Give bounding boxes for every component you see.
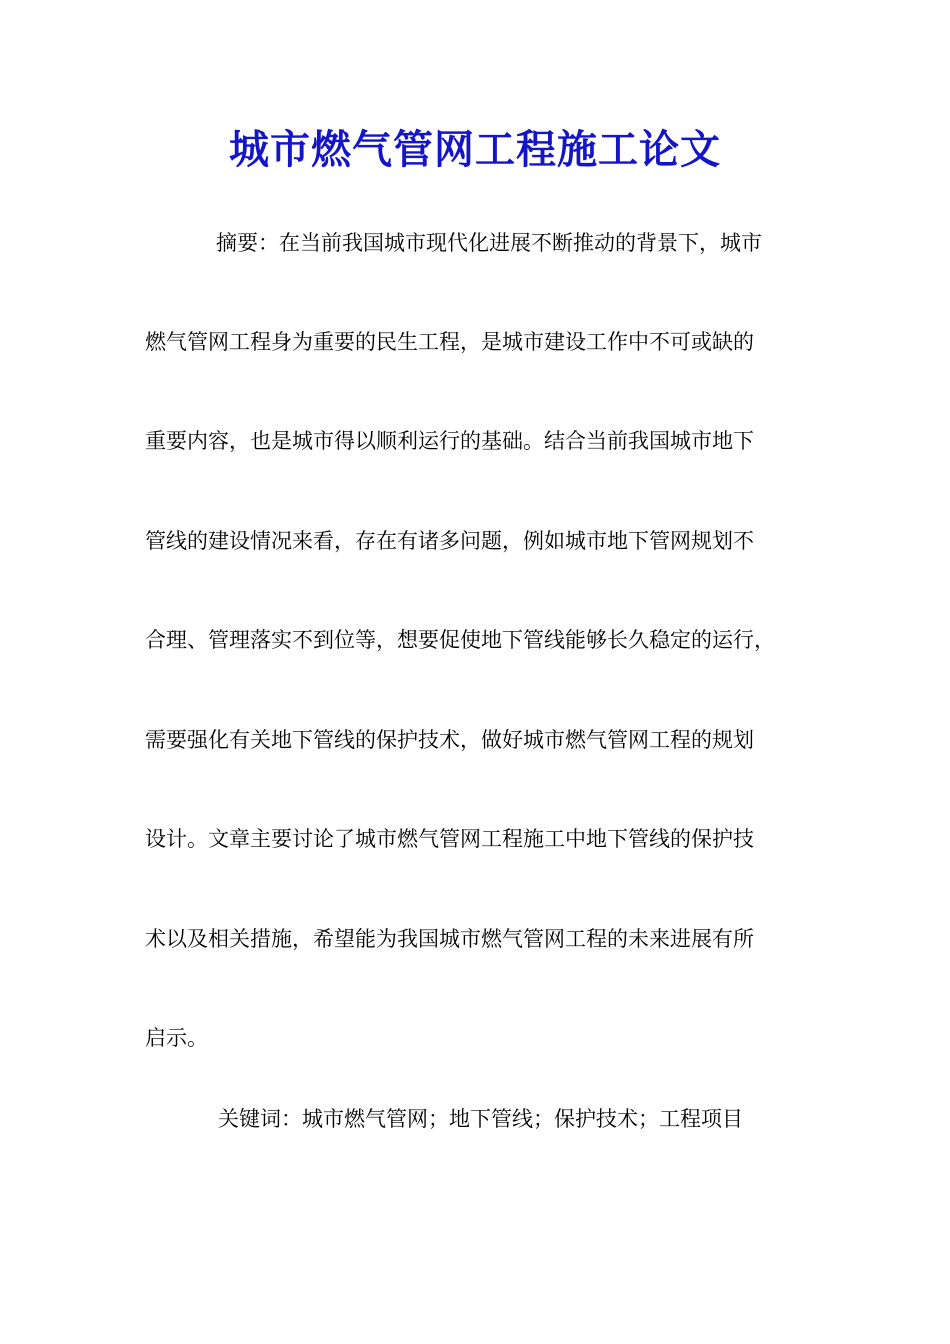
abstract-line-1: 摘要：在当前我国城市现代化进展不断推动的背景下，城市	[216, 231, 762, 255]
abstract-line-4: 管线的建设情况来看，存在有诸多问题，例如城市地下管网规划不	[145, 529, 754, 553]
abstract-line-6: 需要强化有关地下管线的保护技术，做好城市燃气管网工程的规划	[145, 728, 754, 752]
abstract-line-5: 合理、管理落实不到位等，想要促使地下管线能够长久稳定的运行，	[145, 628, 775, 652]
abstract-line-8: 术以及相关措施，希望能为我国城市燃气管网工程的未来进展有所	[145, 927, 754, 951]
abstract-line-7: 设计。文章主要讨论了城市燃气管网工程施工中地下管线的保护技	[145, 827, 754, 851]
abstract-line-2: 燃气管网工程身为重要的民生工程，是城市建设工作中不可或缺的	[145, 330, 754, 354]
document-title: 城市燃气管网工程施工论文	[229, 126, 721, 173]
abstract-line-3: 重要内容，也是城市得以顺利运行的基础。结合当前我国城市地下	[145, 429, 754, 453]
abstract-line-9: 启示。	[145, 1026, 208, 1050]
keywords-line: 关键词：城市燃气管网；地下管线；保护技术；工程项目	[218, 1107, 743, 1131]
